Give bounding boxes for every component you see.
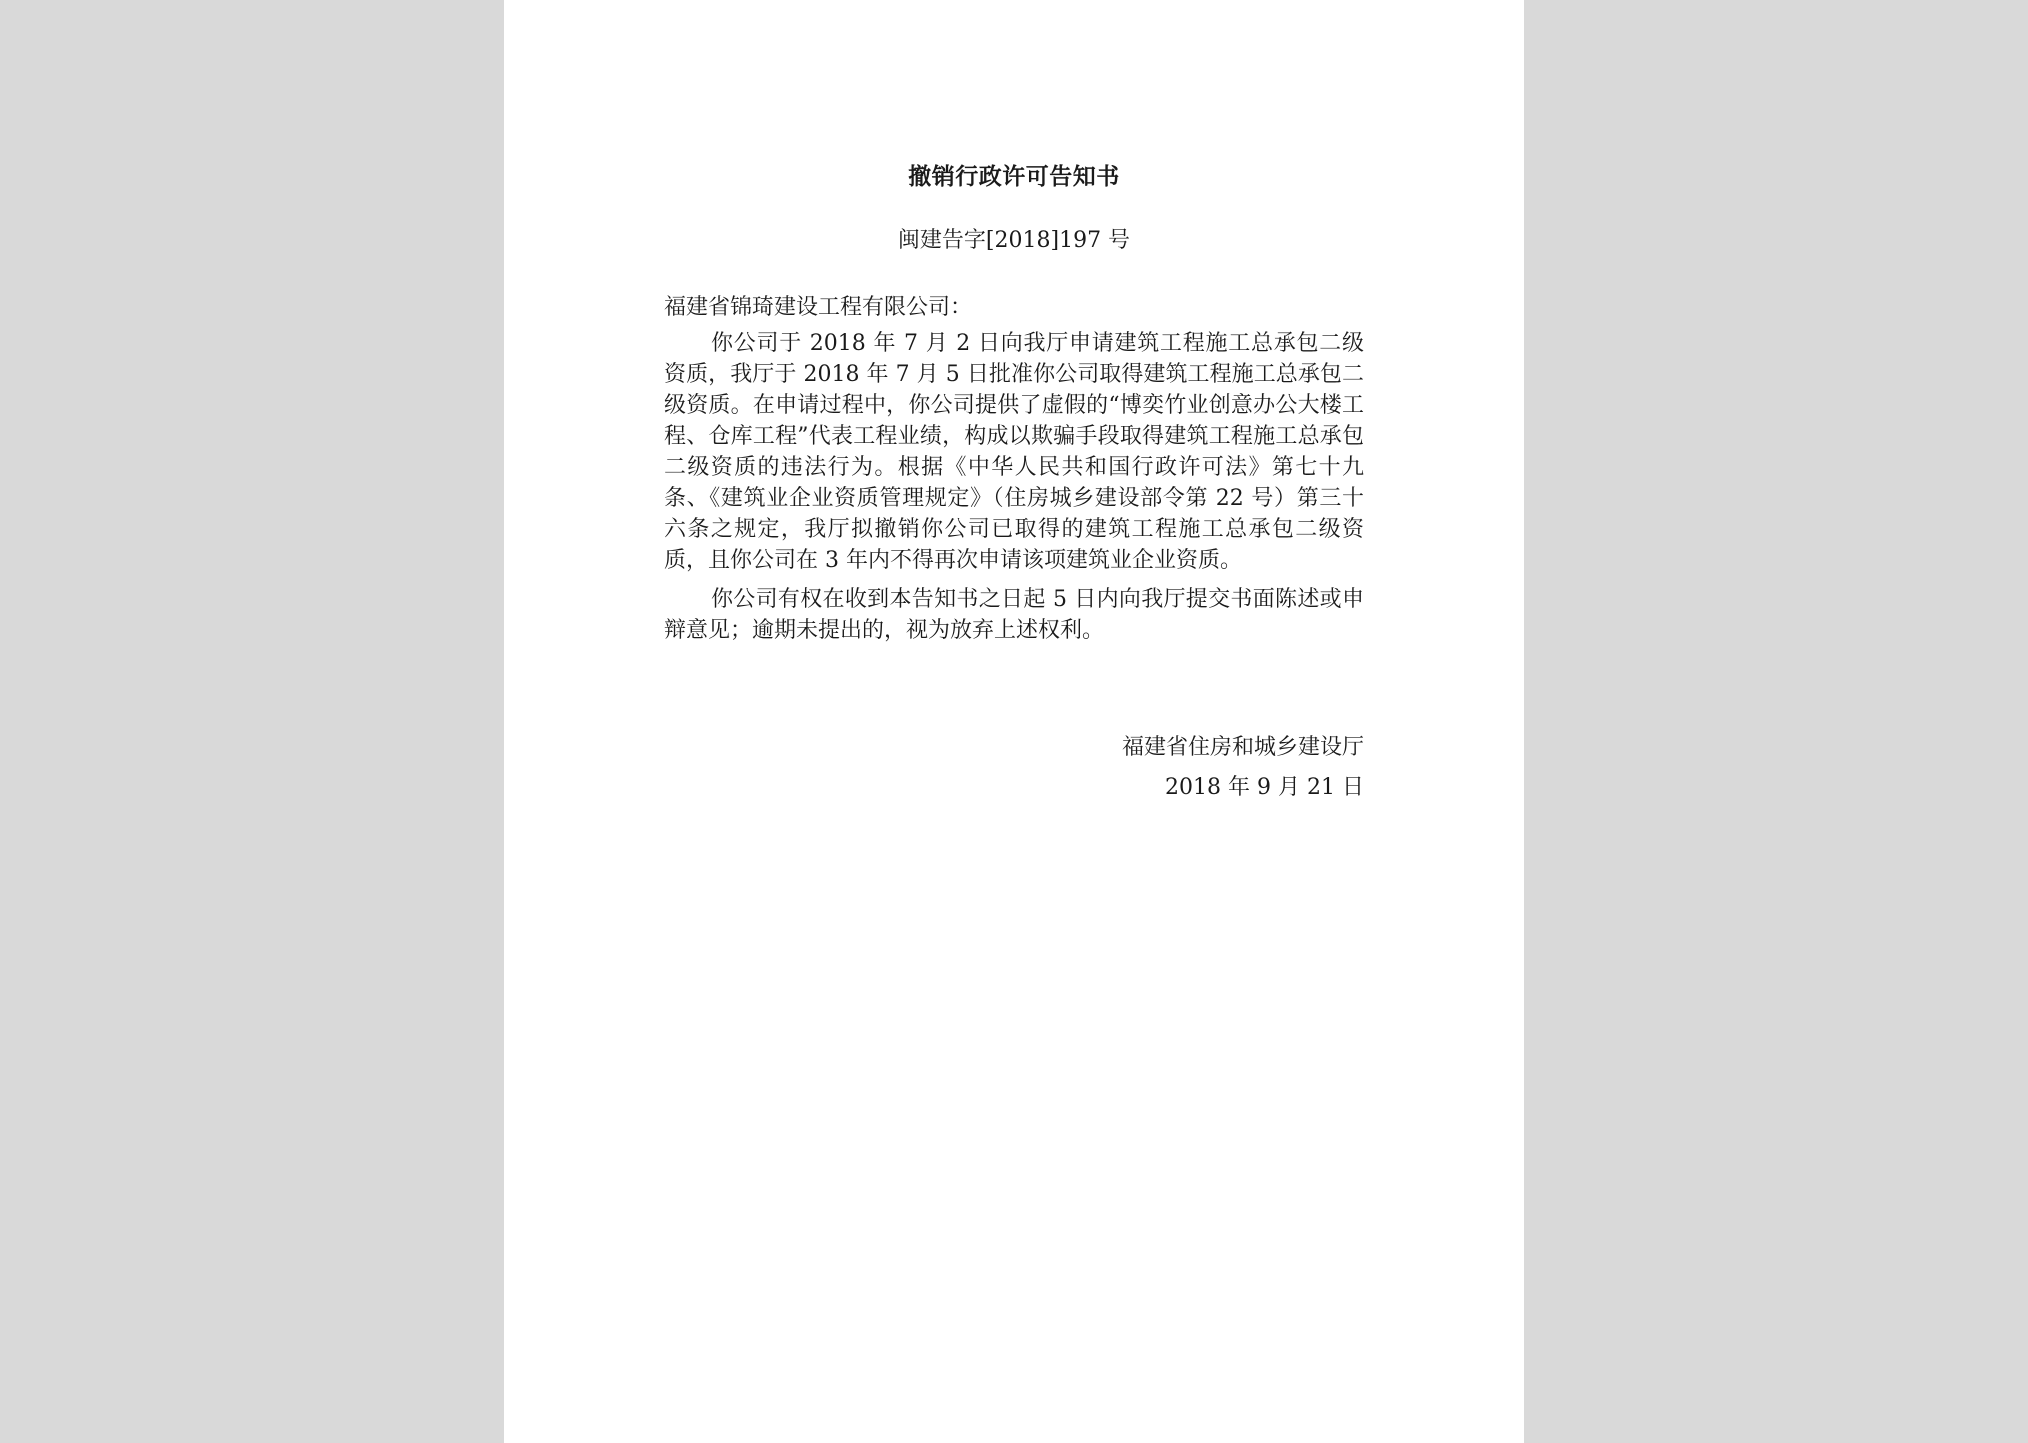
issue-date: 2018 年 9 月 21 日 — [1165, 775, 1364, 800]
signature-block — [664, 728, 1364, 808]
document-title: 撤销行政许可告知书 — [908, 163, 1120, 190]
issuer-name: 福建省住房和城乡建设厅 — [1121, 735, 1364, 760]
body-paragraph: 你公司于 2018 年 7 月 2 日向我厅申请建筑工程施工总承包二级资质，我厅于 2018 年 7 月 5 日批准你公司取得建筑工程施工总承包二级资质。在申请过程中，你公司提供了虚假的“博奕竹业创意办公大楼工程、仓库工程”代表工程业绩，构成以欺骗手段取得建筑工程施工总承包二级资质的违法行为。根据《中华人民共和国行政许可法》第七十九条、《建筑业企业资质管理规定》（住房城乡建设部令第 22 号）第三十六条之规定，我厅拟撤销你公司已取得的建筑工程施工总承包二级资质，且你公司在 3 年内不得再次申请该项建筑业企业资质。 — [664, 331, 1364, 573]
document-body — [664, 328, 1364, 654]
document-number: 闽建告字[2018]197 号 — [897, 228, 1131, 253]
addressee: 福建省锦琦建设工程有限公司： — [664, 295, 973, 320]
document-page — [504, 0, 1524, 1443]
body-paragraph: 你公司有权在收到本告知书之日起 5 日内向我厅提交书面陈述或申辩意见；逾期未提出的，视为放弃上述权利。 — [664, 587, 1364, 643]
